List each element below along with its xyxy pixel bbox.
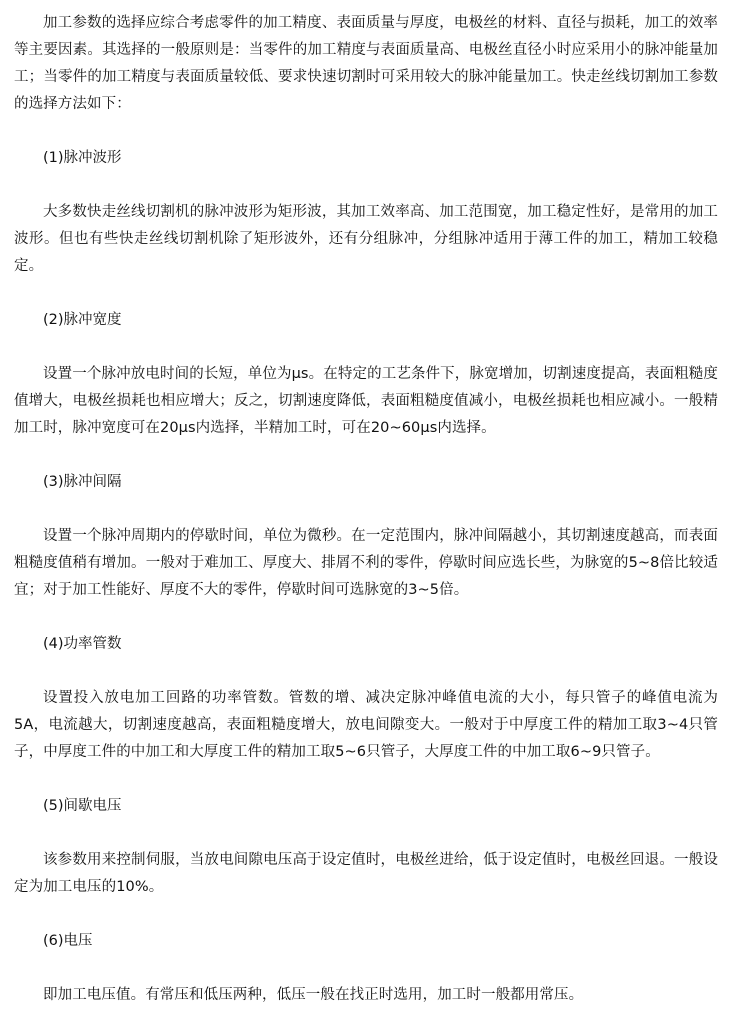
document-body [14,10,718,1009]
section-body-voltage: 即加工电压值。有常压和低压两种，低压一般在找正时选用，加工时一般都用常压。 [43,987,584,1003]
section-body-pulse-waveform: 大多数快走丝线切割机的脉冲波形为矩形波，其加工效率高、加工范围宽，加工稳定性好，是常用的加工波形。但也有些快走丝线切割机除了矩形波外，还有分组脉冲，分组脉冲适用于薄工件的加工，精加工较稳定。 [14,204,718,274]
section-body-interval-voltage: 该参数用来控制伺服，当放电间隙电压高于设定值时，电极丝进给，低于设定值时，电极丝回退。一般设定为加工电压的10%。 [14,852,718,895]
section-heading-interval-voltage: (5)间歇电压 [43,798,122,814]
intro-paragraph: 加工参数的选择应综合考虑零件的加工精度、表面质量与厚度，电极丝的材料、直径与损耗，加工的效率等主要因素。其选择的一般原则是：当零件的加工精度与表面质量高、电极丝直径小时应采用小的脉冲能量加工；当零件的加工精度与表面质量较低、要求快速切割时可采用较大的脉冲能量加工。快走丝线切割加工参数的选择方法如下： [14,15,718,112]
section-body-pulse-interval: 设置一个脉冲周期内的停歇时间，单位为微秒。在一定范围内，脉冲间隔越小，其切割速度越高，而表面粗糙度值稍有增加。一般对于难加工、厚度大、排屑不利的零件，停歇时间应选长些，为脉宽的5~8倍比较适宜；对于加工性能好、厚度不大的零件，停歇时间可选脉宽的3~5倍。 [14,528,718,598]
section-heading-pulse-width: (2)脉冲宽度 [43,312,122,328]
section-heading-pulse-waveform: (1)脉冲波形 [43,150,122,166]
section-body-pulse-width: 设置一个脉冲放电时间的长短，单位为μs。在特定的工艺条件下，脉宽增加，切割速度提高，表面粗糙度值增大，电极丝损耗也相应增大；反之，切割速度降低，表面粗糙度值减小，电极丝损耗也相应减小。一般精加工时，脉冲宽度可在20μs内选择，半精加工时，可在20~60μs内选择。 [14,366,718,436]
section-heading-voltage: (6)电压 [43,933,93,949]
section-body-power-tubes: 设置投入放电加工回路的功率管数。管数的增、减决定脉冲峰值电流的大小，每只管子的峰值电流为5A，电流越大，切割速度越高，表面粗糙度增大，放电间隙变大。一般对于中厚度工件的精加工取3~4只管子，中厚度工件的中加工和大厚度工件的精加工取5~6只管子，大厚度工件的中加工取6~9只管子。 [14,690,718,760]
section-heading-pulse-interval: (3)脉冲间隔 [43,474,122,490]
section-heading-power-tubes: (4)功率管数 [43,636,122,652]
